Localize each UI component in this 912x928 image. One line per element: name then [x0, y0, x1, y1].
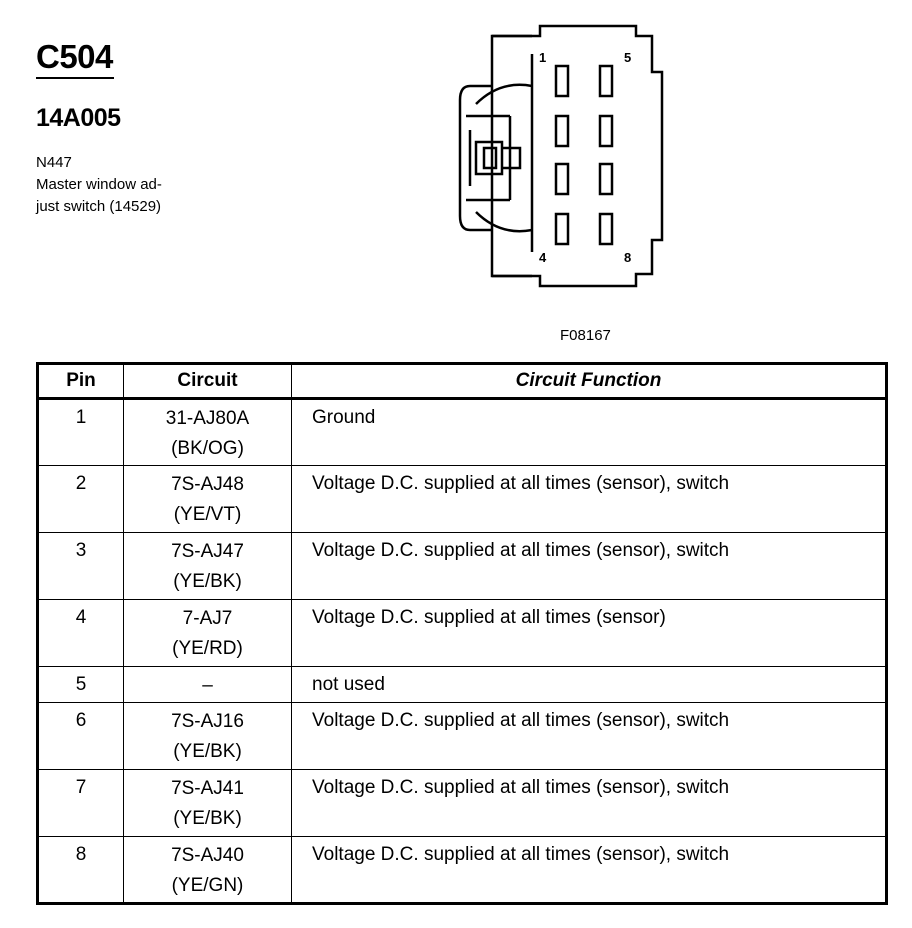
pin-number: 4	[38, 600, 124, 667]
wire-color: (YE/BK)	[173, 741, 242, 762]
connector-id: C504	[36, 38, 113, 75]
wire-color: (YE/BK)	[173, 571, 242, 592]
pin-table	[36, 362, 888, 905]
table-header-row	[38, 364, 887, 399]
table-row	[38, 466, 887, 533]
pin-number: 5	[38, 667, 124, 703]
pin-number: 7	[38, 770, 124, 837]
circuit-function: not used	[292, 667, 887, 703]
description-line: Master window ad-	[36, 176, 162, 193]
circuit-code: 7-AJ7	[182, 608, 233, 629]
circuit-cell	[124, 533, 292, 600]
circuit-function: Voltage D.C. supplied at all times (sensor), switch	[292, 770, 887, 837]
table-row	[38, 703, 887, 770]
table-row	[38, 837, 887, 904]
connector-face-diagram	[440, 20, 680, 300]
header-circuit: Circuit	[124, 364, 292, 399]
circuit-code: 7S-AJ40	[171, 845, 244, 866]
pin-table-body	[38, 399, 887, 904]
circuit-cell	[124, 667, 292, 703]
circuit-function: Voltage D.C. supplied at all times (sensor)	[292, 600, 887, 667]
circuit-code: 7S-AJ16	[171, 711, 244, 732]
pin-number: 8	[38, 837, 124, 904]
table-row	[38, 533, 887, 600]
circuit-function: Voltage D.C. supplied at all times (sensor), switch	[292, 466, 887, 533]
circuit-cell	[124, 703, 292, 770]
pin-number: 1	[38, 399, 124, 466]
wire-color: (YE/VT)	[173, 504, 242, 525]
circuit-cell	[124, 399, 292, 466]
header-function: Circuit Function	[292, 364, 887, 399]
wire-color: (BK/OG)	[171, 438, 244, 459]
circuit-code: 7S-AJ47	[171, 541, 244, 562]
circuit-code: 7S-AJ48	[171, 474, 244, 495]
circuit-cell	[124, 837, 292, 904]
pin-label: 5	[624, 50, 632, 65]
table-row	[38, 770, 887, 837]
pin-number: 3	[38, 533, 124, 600]
circuit-function: Ground	[292, 399, 887, 466]
figure-id: F08167	[560, 327, 611, 344]
circuit-cell	[124, 600, 292, 667]
circuit-cell	[124, 466, 292, 533]
circuit-function: Voltage D.C. supplied at all times (sensor), switch	[292, 533, 887, 600]
circuit-function: Voltage D.C. supplied at all times (sensor), switch	[292, 837, 887, 904]
part-number: 14A005	[36, 104, 121, 132]
description-line: N447	[36, 154, 72, 171]
circuit-cell	[124, 770, 292, 837]
wire-color: (YE/RD)	[172, 638, 243, 659]
description-line: just switch (14529)	[36, 198, 162, 215]
circuit-code: –	[202, 675, 213, 696]
pin-label: 8	[624, 250, 632, 265]
connector-description	[36, 152, 216, 218]
pin-number: 2	[38, 466, 124, 533]
wire-color: (YE/GN)	[171, 875, 244, 896]
title-underline	[36, 77, 114, 79]
pin-label: 4	[539, 250, 547, 265]
table-row	[38, 600, 887, 667]
header-pin: Pin	[38, 364, 124, 399]
table-row	[38, 667, 887, 703]
table-row	[38, 399, 887, 466]
circuit-function: Voltage D.C. supplied at all times (sensor), switch	[292, 703, 887, 770]
pin-number: 6	[38, 703, 124, 770]
circuit-code: 7S-AJ41	[171, 778, 244, 799]
wire-color: (YE/BK)	[173, 808, 242, 829]
circuit-code: 31-AJ80A	[165, 408, 250, 429]
pin-label: 1	[539, 50, 547, 65]
